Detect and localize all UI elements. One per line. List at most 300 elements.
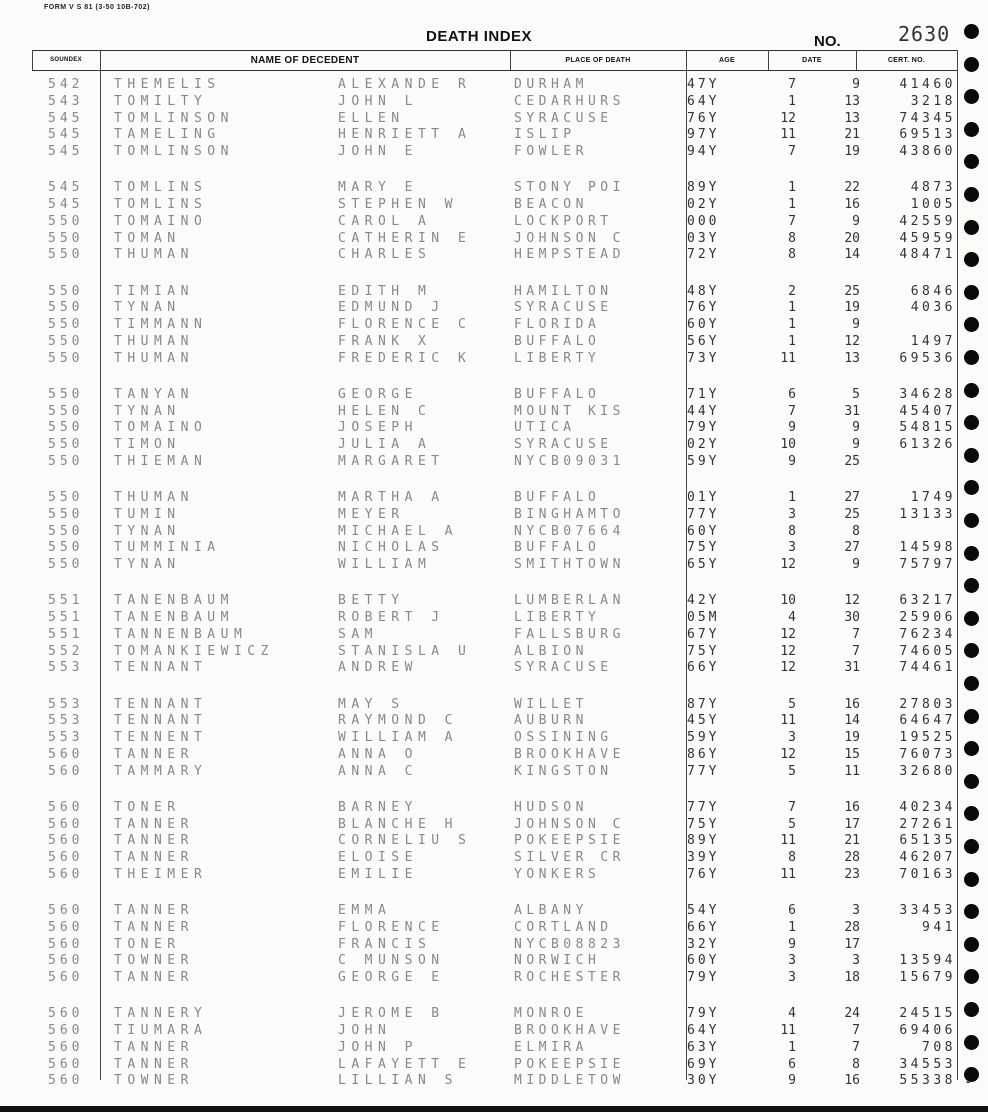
soundex-cell: 550 bbox=[48, 523, 84, 539]
age-cell: 87Y bbox=[687, 696, 720, 712]
age-cell: 86Y bbox=[687, 746, 720, 762]
soundex-cell: 543 bbox=[48, 93, 84, 109]
day-cell: 12 bbox=[844, 593, 860, 609]
month-cell: 1 bbox=[788, 1039, 796, 1055]
given-name-cell: EMILIE bbox=[338, 866, 418, 882]
place-cell: ALBANY bbox=[514, 903, 588, 918]
month-cell: 1 bbox=[788, 300, 796, 316]
day-cell: 12 bbox=[844, 333, 860, 349]
place-cell: JOHNSON C bbox=[514, 230, 625, 246]
given-name-cell: GEORGE E bbox=[338, 970, 445, 985]
cert-cell: 25906 bbox=[899, 610, 956, 625]
surname-cell: TANNER bbox=[114, 816, 194, 832]
cert-cell: 13594 bbox=[899, 953, 956, 969]
surname-cell: TUMMINIA bbox=[114, 540, 221, 556]
month-cell: 11 bbox=[780, 833, 796, 849]
given-name-cell: JOHN L bbox=[338, 93, 418, 109]
surname-cell: TANNER bbox=[114, 833, 194, 849]
month-cell: 7 bbox=[788, 403, 796, 419]
cert-cell: 65135 bbox=[899, 833, 956, 849]
cert-cell: 32680 bbox=[899, 763, 956, 779]
given-name-cell: ELOISE bbox=[338, 850, 418, 865]
table-row bbox=[0, 419, 988, 436]
soundex-cell: 552 bbox=[48, 643, 84, 659]
given-name-cell: FLORENCE bbox=[338, 919, 445, 935]
day-cell: 23 bbox=[844, 866, 860, 882]
age-cell: 69Y bbox=[687, 1056, 720, 1072]
day-cell: 20 bbox=[844, 230, 860, 246]
age-cell: 60Y bbox=[687, 317, 720, 332]
place-cell: HUDSON bbox=[514, 799, 588, 815]
table-row bbox=[0, 643, 988, 660]
soundex-cell: 550 bbox=[48, 247, 84, 263]
col-header-name: NAME OF DECEDENT bbox=[250, 54, 360, 66]
table-row bbox=[0, 902, 988, 919]
table-row bbox=[0, 489, 988, 506]
cert-cell: 4873 bbox=[910, 180, 956, 196]
soundex-cell: 560 bbox=[48, 746, 84, 762]
month-cell: 8 bbox=[788, 230, 796, 246]
day-cell: 8 bbox=[852, 1056, 860, 1072]
given-name-cell: ANDREW bbox=[338, 660, 418, 676]
age-cell: 94Y bbox=[687, 144, 720, 159]
table-row bbox=[0, 179, 988, 196]
day-cell: 31 bbox=[844, 403, 860, 419]
day-cell: 9 bbox=[852, 77, 860, 92]
place-cell: BINGHAMTO bbox=[514, 506, 625, 522]
place-cell: SYRACUSE bbox=[514, 110, 613, 126]
age-cell: 48Y bbox=[687, 283, 720, 299]
given-name-cell: ANNA O bbox=[338, 746, 418, 762]
place-cell: ALBION bbox=[514, 643, 588, 659]
cert-cell: 34553 bbox=[899, 1056, 956, 1072]
table-row bbox=[0, 936, 988, 953]
day-cell: 7 bbox=[852, 643, 860, 659]
table-row bbox=[0, 799, 988, 816]
table-row bbox=[0, 110, 988, 127]
place-cell: MIDDLETOW bbox=[514, 1073, 625, 1089]
day-cell: 13 bbox=[844, 93, 860, 109]
cert-cell: 941 bbox=[922, 919, 956, 935]
cert-cell: 42559 bbox=[899, 213, 956, 229]
place-cell: SMITHTOWN bbox=[514, 557, 625, 572]
month-cell: 3 bbox=[788, 540, 796, 556]
given-name-cell: LILLIAN S bbox=[338, 1073, 458, 1089]
day-cell: 25 bbox=[844, 506, 860, 522]
age-cell: 47Y bbox=[687, 77, 720, 92]
age-cell: 30Y bbox=[687, 1073, 720, 1089]
cert-cell: 19525 bbox=[899, 730, 956, 745]
table-row bbox=[0, 1039, 988, 1056]
age-cell: 73Y bbox=[687, 350, 720, 366]
day-cell: 21 bbox=[844, 833, 860, 849]
month-cell: 9 bbox=[788, 420, 796, 436]
cert-cell: 3218 bbox=[910, 93, 956, 109]
month-cell: 9 bbox=[788, 936, 796, 952]
cert-cell: 40234 bbox=[899, 799, 956, 815]
surname-cell: TUMIN bbox=[114, 506, 181, 522]
day-cell: 14 bbox=[844, 247, 860, 263]
soundex-cell: 545 bbox=[48, 197, 84, 212]
day-cell: 17 bbox=[844, 816, 860, 832]
place-cell: ISLIP bbox=[514, 127, 576, 143]
soundex-cell: 560 bbox=[48, 936, 84, 952]
cert-cell: 76234 bbox=[899, 626, 956, 642]
age-cell: 64Y bbox=[687, 1023, 720, 1038]
place-cell: LOCKPORT bbox=[514, 213, 613, 229]
month-cell: 11 bbox=[780, 866, 796, 882]
surname-cell: TOMLINS bbox=[114, 180, 208, 196]
place-cell: CEDARHURS bbox=[514, 93, 625, 109]
age-cell: 77Y bbox=[687, 506, 720, 522]
place-cell: BUFFALO bbox=[514, 386, 601, 402]
soundex-cell: 550 bbox=[48, 506, 84, 522]
soundex-cell: 560 bbox=[48, 953, 84, 969]
soundex-cell: 550 bbox=[48, 317, 84, 332]
place-cell: SYRACUSE bbox=[514, 300, 613, 316]
table-row bbox=[0, 350, 988, 367]
month-cell: 6 bbox=[788, 1056, 796, 1072]
surname-cell: TANENBAUM bbox=[114, 610, 234, 625]
day-cell: 19 bbox=[844, 730, 860, 745]
cert-cell: 70163 bbox=[899, 866, 956, 882]
surname-cell: TANNER bbox=[114, 746, 194, 762]
soundex-cell: 545 bbox=[48, 180, 84, 196]
surname-cell: TIUMARA bbox=[114, 1023, 208, 1038]
month-cell: 12 bbox=[780, 746, 796, 762]
given-name-cell: JOHN P bbox=[338, 1039, 418, 1055]
cert-cell: 69406 bbox=[899, 1023, 956, 1038]
table-row bbox=[0, 729, 988, 746]
binder-hole bbox=[964, 676, 979, 691]
surname-cell: TANNER bbox=[114, 919, 194, 935]
surname-cell: THEIMER bbox=[114, 866, 208, 882]
place-cell: BUFFALO bbox=[514, 490, 601, 505]
age-cell: 03Y bbox=[687, 230, 720, 246]
surname-cell: TENNANT bbox=[114, 660, 208, 676]
age-cell: 59Y bbox=[687, 730, 720, 745]
month-cell: 10 bbox=[780, 437, 796, 452]
soundex-cell: 553 bbox=[48, 696, 84, 712]
day-cell: 9 bbox=[852, 437, 860, 452]
col-rule bbox=[768, 50, 769, 70]
cert-cell: 41460 bbox=[899, 77, 956, 92]
soundex-cell: 560 bbox=[48, 763, 84, 779]
day-cell: 17 bbox=[844, 936, 860, 952]
month-cell: 7 bbox=[788, 799, 796, 815]
soundex-cell: 550 bbox=[48, 386, 84, 402]
page-number: 2630 bbox=[898, 22, 951, 46]
cert-cell: 13133 bbox=[899, 506, 956, 522]
surname-cell: THIEMAN bbox=[114, 453, 208, 469]
surname-cell: TOMAINO bbox=[114, 213, 208, 229]
given-name-cell: ANNA C bbox=[338, 763, 418, 779]
table-row bbox=[0, 952, 988, 969]
age-cell: 64Y bbox=[687, 93, 720, 109]
place-cell: BUFFALO bbox=[514, 333, 601, 349]
age-cell: 60Y bbox=[687, 953, 720, 969]
soundex-cell: 551 bbox=[48, 626, 84, 642]
col-rule bbox=[510, 50, 511, 70]
given-name-cell: EMMA bbox=[338, 903, 392, 918]
cert-cell: 15679 bbox=[899, 970, 956, 985]
table-row bbox=[0, 403, 988, 420]
soundex-cell: 550 bbox=[48, 490, 84, 505]
month-cell: 11 bbox=[780, 127, 796, 143]
table-row bbox=[0, 659, 988, 676]
soundex-cell: 542 bbox=[48, 77, 84, 92]
cert-cell: 27261 bbox=[899, 816, 956, 832]
soundex-cell: 551 bbox=[48, 610, 84, 625]
cert-cell: 48471 bbox=[899, 247, 956, 263]
surname-cell: THUMAN bbox=[114, 333, 194, 349]
day-cell: 15 bbox=[844, 746, 860, 762]
month-cell: 8 bbox=[788, 523, 796, 539]
month-cell: 5 bbox=[788, 763, 796, 779]
given-name-cell: HENRIETT A bbox=[338, 127, 472, 143]
month-cell: 12 bbox=[780, 643, 796, 659]
place-cell: UTICA bbox=[514, 420, 576, 436]
surname-cell: TANNER bbox=[114, 970, 194, 985]
table-row bbox=[0, 712, 988, 729]
month-cell: 1 bbox=[788, 333, 796, 349]
corner-mark: 3 bbox=[966, 1076, 971, 1085]
place-cell: KINGSTON bbox=[514, 763, 613, 779]
place-cell: YONKERS bbox=[514, 866, 601, 882]
month-cell: 3 bbox=[788, 953, 796, 969]
cert-cell: 24515 bbox=[899, 1006, 956, 1022]
place-cell: POKEEPSIE bbox=[514, 1056, 625, 1072]
table-row bbox=[0, 333, 988, 350]
table-row bbox=[0, 849, 988, 866]
table-row bbox=[0, 76, 988, 93]
day-cell: 27 bbox=[844, 540, 860, 556]
month-cell: 10 bbox=[780, 593, 796, 609]
place-cell: NYCB08823 bbox=[514, 936, 625, 952]
day-cell: 19 bbox=[844, 300, 860, 316]
month-cell: 8 bbox=[788, 247, 796, 263]
month-cell: 7 bbox=[788, 213, 796, 229]
surname-cell: TANNERY bbox=[114, 1006, 208, 1022]
surname-cell: TANNER bbox=[114, 1056, 194, 1072]
given-name-cell: WILLIAM A bbox=[338, 730, 458, 745]
given-name-cell: NICHOLAS bbox=[338, 540, 445, 556]
age-cell: 67Y bbox=[687, 626, 720, 642]
soundex-cell: 545 bbox=[48, 144, 84, 159]
day-cell: 21 bbox=[844, 127, 860, 143]
soundex-cell: 550 bbox=[48, 557, 84, 572]
cert-cell: 708 bbox=[922, 1039, 956, 1055]
soundex-cell: 550 bbox=[48, 350, 84, 366]
soundex-cell: 560 bbox=[48, 850, 84, 865]
place-cell: LIBERTY bbox=[514, 610, 601, 625]
table-row bbox=[0, 93, 988, 110]
age-cell: 75Y bbox=[687, 643, 720, 659]
given-name-cell: SAM bbox=[338, 626, 378, 642]
soundex-cell: 553 bbox=[48, 713, 84, 729]
given-name-cell: ROBERT J bbox=[338, 610, 445, 625]
given-name-cell: RAYMOND C bbox=[338, 713, 458, 729]
age-cell: 56Y bbox=[687, 333, 720, 349]
age-cell: 59Y bbox=[687, 453, 720, 469]
table-row bbox=[0, 436, 988, 453]
place-cell: BROOKHAVE bbox=[514, 746, 625, 762]
binder-hole bbox=[964, 57, 979, 72]
day-cell: 25 bbox=[844, 283, 860, 299]
given-name-cell: FRANCIS bbox=[338, 936, 432, 952]
place-cell: POKEEPSIE bbox=[514, 833, 625, 849]
cert-cell: 6846 bbox=[910, 283, 956, 299]
month-cell: 4 bbox=[788, 1006, 796, 1022]
cert-cell: 69513 bbox=[899, 127, 956, 143]
month-cell: 1 bbox=[788, 93, 796, 109]
given-name-cell: EDMUND J bbox=[338, 300, 445, 316]
soundex-cell: 545 bbox=[48, 127, 84, 143]
month-cell: 3 bbox=[788, 506, 796, 522]
soundex-cell: 560 bbox=[48, 1073, 84, 1089]
month-cell: 12 bbox=[780, 110, 796, 126]
table-row bbox=[0, 1056, 988, 1073]
table-row bbox=[0, 556, 988, 573]
surname-cell: TOMILTY bbox=[114, 93, 208, 109]
month-cell: 9 bbox=[788, 453, 796, 469]
soundex-cell: 550 bbox=[48, 540, 84, 556]
given-name-cell: MAY S bbox=[338, 696, 405, 712]
surname-cell: TANNER bbox=[114, 1039, 194, 1055]
place-cell: HAMILTON bbox=[514, 283, 613, 299]
table-row bbox=[0, 196, 988, 213]
place-cell: HEMPSTEAD bbox=[514, 247, 625, 263]
day-cell: 7 bbox=[852, 626, 860, 642]
day-cell: 3 bbox=[852, 953, 860, 969]
given-name-cell: BLANCHE H bbox=[338, 816, 458, 832]
soundex-cell: 560 bbox=[48, 970, 84, 985]
age-cell: 76Y bbox=[687, 110, 720, 126]
page-edge bbox=[0, 1106, 988, 1112]
surname-cell: TYNAN bbox=[114, 523, 181, 539]
place-cell: MOUNT KIS bbox=[514, 403, 625, 419]
no-label: NO. bbox=[814, 33, 841, 50]
given-name-cell: MICHAEL A bbox=[338, 523, 458, 539]
table-row bbox=[0, 523, 988, 540]
month-cell: 1 bbox=[788, 197, 796, 212]
day-cell: 18 bbox=[844, 970, 860, 985]
place-cell: AUBURN bbox=[514, 713, 588, 729]
given-name-cell: ELLEN bbox=[338, 110, 405, 126]
surname-cell: TANNER bbox=[114, 850, 194, 865]
age-cell: 65Y bbox=[687, 557, 720, 572]
day-cell: 14 bbox=[844, 713, 860, 729]
day-cell: 27 bbox=[844, 490, 860, 505]
surname-cell: TAMELING bbox=[114, 127, 221, 143]
month-cell: 5 bbox=[788, 816, 796, 832]
surname-cell: TANNER bbox=[114, 903, 194, 918]
month-cell: 5 bbox=[788, 696, 796, 712]
day-cell: 30 bbox=[844, 610, 860, 625]
place-cell: BROOKHAVE bbox=[514, 1023, 625, 1038]
month-cell: 12 bbox=[780, 557, 796, 572]
month-cell: 3 bbox=[788, 970, 796, 985]
day-cell: 5 bbox=[852, 386, 860, 402]
table-row bbox=[0, 1005, 988, 1022]
table-row bbox=[0, 816, 988, 833]
month-cell: 12 bbox=[780, 626, 796, 642]
age-cell: 72Y bbox=[687, 247, 720, 263]
age-cell: 79Y bbox=[687, 1006, 720, 1022]
age-cell: 60Y bbox=[687, 523, 720, 539]
table-row bbox=[0, 230, 988, 247]
table-row bbox=[0, 832, 988, 849]
surname-cell: TOWNER bbox=[114, 953, 194, 969]
cert-cell: 1005 bbox=[910, 197, 956, 212]
surname-cell: THUMAN bbox=[114, 247, 194, 263]
soundex-cell: 545 bbox=[48, 110, 84, 126]
surname-cell: TANNENBAUM bbox=[114, 626, 248, 642]
month-cell: 2 bbox=[788, 283, 796, 299]
soundex-cell: 550 bbox=[48, 437, 84, 452]
age-cell: 02Y bbox=[687, 197, 720, 212]
cert-cell: 1749 bbox=[910, 490, 956, 505]
table-row bbox=[0, 539, 988, 556]
place-cell: ELMIRA bbox=[514, 1039, 588, 1055]
age-cell: 42Y bbox=[687, 593, 720, 609]
place-cell: STONY POI bbox=[514, 180, 625, 196]
given-name-cell: FREDERIC K bbox=[338, 350, 472, 366]
age-cell: 32Y bbox=[687, 936, 720, 952]
cert-cell: 43860 bbox=[899, 144, 956, 159]
soundex-cell: 550 bbox=[48, 403, 84, 419]
given-name-cell: EDITH M bbox=[338, 283, 432, 299]
col-header-soundex: SOUNDEX bbox=[50, 57, 82, 63]
place-cell: OSSINING bbox=[514, 730, 613, 745]
soundex-cell: 560 bbox=[48, 833, 84, 849]
table-row bbox=[0, 283, 988, 300]
table-row bbox=[0, 626, 988, 643]
given-name-cell: CATHERIN E bbox=[338, 230, 472, 246]
place-cell: WILLET bbox=[514, 696, 588, 712]
cert-cell: 64647 bbox=[899, 713, 956, 729]
day-cell: 19 bbox=[844, 144, 860, 159]
month-cell: 1 bbox=[788, 317, 796, 332]
month-cell: 11 bbox=[780, 1023, 796, 1038]
day-cell: 9 bbox=[852, 317, 860, 332]
table-row bbox=[0, 213, 988, 230]
given-name-cell: MEYER bbox=[338, 506, 405, 522]
given-name-cell: FRANK X bbox=[338, 333, 432, 349]
soundex-cell: 560 bbox=[48, 1056, 84, 1072]
col-rule bbox=[32, 50, 33, 70]
age-cell: 44Y bbox=[687, 403, 720, 419]
soundex-cell: 560 bbox=[48, 799, 84, 815]
age-cell: 76Y bbox=[687, 866, 720, 882]
surname-cell: TOMAN bbox=[114, 230, 181, 246]
day-cell: 28 bbox=[844, 919, 860, 935]
form-id: FORM V S 81 (3-50 10B-702) bbox=[44, 4, 150, 11]
place-cell: JOHNSON C bbox=[514, 816, 625, 832]
table-row bbox=[0, 746, 988, 763]
given-name-cell: JEROME B bbox=[338, 1006, 445, 1022]
place-cell: NYCB09031 bbox=[514, 453, 625, 469]
soundex-cell: 553 bbox=[48, 730, 84, 745]
cert-cell: 55338 bbox=[899, 1073, 956, 1089]
month-cell: 7 bbox=[788, 144, 796, 159]
surname-cell: TIMIAN bbox=[114, 283, 194, 299]
age-cell: 75Y bbox=[687, 540, 720, 556]
surname-cell: TONER bbox=[114, 936, 181, 952]
table-row bbox=[0, 763, 988, 780]
surname-cell: THEMELIS bbox=[114, 77, 221, 92]
cert-cell: 75797 bbox=[899, 557, 956, 572]
